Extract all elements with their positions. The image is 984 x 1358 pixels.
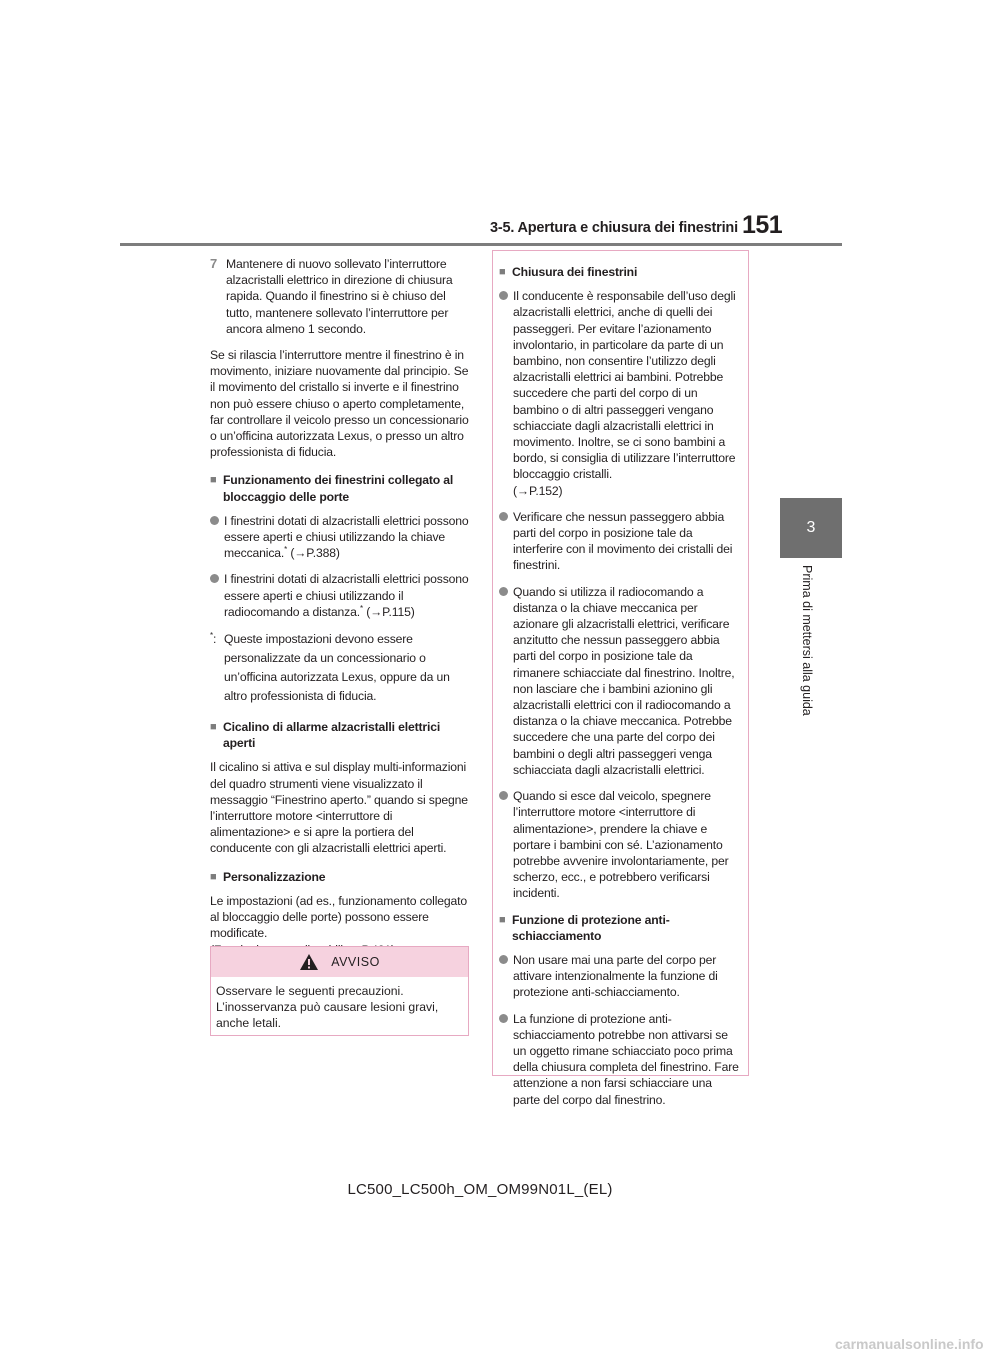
- circle-bullet-icon: [499, 584, 513, 778]
- list-item: [499, 788, 742, 901]
- heading-anti-pinch: [499, 912, 742, 944]
- caution-box: [492, 250, 749, 1107]
- watermark: carmanualsonline.info: [835, 1336, 984, 1352]
- bullet-text: Il conducente è responsabile dell’uso degli alzacristalli elettrici, anche di quelli dei passeggeri. Per evitare l’azionamento involontario, in particolare da parte di un bambino, non consentire l’utilizzo degli alzacristalli elettrici ai bambini. Potrebbe succedere che parti del corpo di un bambino o di altri passeggeri vengano schiacciate dagli alzacristalli elettrici in movimento. Inoltre, se ci sono bambini a bordo, si consiglia di utilizzare l’interruttore bloccaggio cristalli. (→P.152): [513, 289, 736, 498]
- bullet-text: La funzione di protezione anti-schiacciamento potrebbe non attivarsi se un oggetto rimane schiacciato poco prima della chiusura completa del finestrino. Fare attenzione a non farsi schiacciare una parte del corpo dal finestrino.: [513, 1011, 739, 1107]
- list-item: [499, 1011, 742, 1108]
- square-bullet-icon: ■: [210, 721, 217, 734]
- chapter-label: [800, 565, 820, 735]
- section-title: 3-5. Apertura e chiusura dei finestrini: [490, 220, 738, 236]
- chapter-tab: [780, 498, 842, 558]
- heading-text: Chiusura dei finestrini: [512, 265, 638, 279]
- list-item: [499, 584, 742, 778]
- document-code: LC500_LC500h_OM_OM99N01L_(EL): [347, 1181, 613, 1198]
- warning-body: Osservare le seguenti precauzioni. L’inosservanza può causare lesioni gravi, anche letali.: [216, 984, 439, 1031]
- bullet-text: Quando si utilizza il radiocomando a distanza o la chiave meccanica per azionare gli alzacristalli elettrici, verificare anzitutto che nessun passeggero abbia parti del corpo in posizione tale da rimanere schiacciate dal finestrino. Inoltre, non lasciare che i bambini azionino gli alzacristalli elettrici con il radiocomando a distanza o la chiave meccanica. Potrebbe succedere che una parte del corpo dei bambini o degli altri passeggeri venga schiacciata dagli alzacristalli elettrici.: [513, 584, 735, 777]
- bullet-text: Verificare che nessun passeggero abbia parti del corpo in posizione tale da interferire con il movimento dei cristalli dei finestrini.: [513, 509, 733, 573]
- list-item: [499, 952, 742, 1001]
- step-7: [210, 256, 472, 337]
- paragraph-buzzer: Il cicalino si attiva e sul display multi-informazioni del quadro strumenti viene visualizzato il messaggio “Finestrino aperto.” quando si spegne l’interruttore motore <interruttore di alimentazione> e si apre la portiera del conducente con gli alzacristalli elettrici aperti.: [210, 760, 468, 856]
- heading-text: Personalizzazione: [223, 869, 326, 884]
- square-bullet-icon: ■: [499, 913, 506, 926]
- footnote: [210, 630, 472, 706]
- left-column: [210, 256, 472, 958]
- square-bullet-icon: ■: [210, 474, 217, 487]
- list-item: [210, 571, 472, 620]
- warning-header: [211, 947, 468, 977]
- warning-box: [210, 946, 469, 1036]
- step-text: Mantenere di nuovo sollevato l’interruttore alzacristalli elettrico in direzione di chiusura rapida. Quando il finestrino si è chiuso del tutto, mantenere sollevato l’interruttore per ancora almeno 1 secondo.: [226, 257, 453, 336]
- list-item: [499, 288, 742, 499]
- paragraph-customization: Le impostazioni (ad es., funzionamento collegato al bloccaggio delle porte) possono essere modificate.: [210, 893, 468, 941]
- warning-triangle-icon: [299, 953, 319, 971]
- footnote-text: Queste impostazioni devono essere personalizzate da un concessionario o un’officina autorizzata Lexus, oppure da un altro professionista di fiducia.: [224, 632, 450, 704]
- warning-title: AVVISO: [331, 955, 380, 969]
- heading-buzzer: [210, 719, 472, 751]
- bullet-text: I finestrini dotati di alzacristalli elettrici possono essere aperti e chiusi utilizzando il radiocomando a distanza.* (→P.115): [224, 572, 469, 619]
- paragraph-reverse: Se si rilascia l’interruttore mentre il finestrino è in movimento, iniziare nuovamente dal principio. Se il movimento del cristallo si inverte e il finestrino non può essere chiuso o aperto completamente, far controllare il veicolo presso un concessionario o un’officina autorizzata Lexus, o presso un altro professionista di fiducia.: [210, 348, 469, 460]
- list-item: [499, 509, 742, 574]
- circle-bullet-icon: [499, 1011, 513, 1108]
- footnote-mark: *:: [210, 631, 217, 647]
- circle-bullet-icon: [210, 513, 224, 562]
- heading-door-lock: [210, 472, 472, 504]
- circle-bullet-icon: [210, 571, 224, 620]
- page-number: 151: [742, 211, 783, 239]
- circle-bullet-icon: [499, 788, 513, 901]
- heading-text: Cicalino di allarme alzacristalli elettrici aperti: [223, 720, 441, 751]
- heading-text: Funzionamento dei finestrini collegato al bloccaggio delle porte: [223, 473, 454, 504]
- step-number: 7: [210, 256, 218, 271]
- circle-bullet-icon: [499, 509, 513, 574]
- circle-bullet-icon: [499, 952, 513, 1001]
- header-rule: [120, 243, 842, 246]
- heading-closing: [499, 264, 742, 280]
- bullet-text: Non usare mai una parte del corpo per attivare intenzionalmente la funzione di protezione anti-schiacciamento.: [513, 952, 718, 1000]
- heading-customization: [210, 869, 472, 885]
- square-bullet-icon: ■: [499, 266, 506, 278]
- list-item: [210, 513, 472, 562]
- circle-bullet-icon: [499, 288, 513, 499]
- chapter-label-text: Prima di mettersi alla guida: [800, 565, 814, 716]
- heading-text: Funzione di protezione anti-schiacciamento: [512, 912, 670, 943]
- bullet-text: Quando si esce dal veicolo, spegnere l’interruttore motore <interruttore di alimentazione>, prendere la chiave e portare i bambini con sé. L’azionamento potrebbe avvenire involontariamente, per scherzo, ecc., e potrebbero verificarsi incidenti.: [513, 789, 729, 901]
- chapter-number: 3: [806, 519, 816, 536]
- square-bullet-icon: ■: [210, 870, 217, 883]
- bullet-text: I finestrini dotati di alzacristalli elettrici possono essere aperti e chiusi utilizzando la chiave meccanica.* (→P.388): [224, 513, 469, 561]
